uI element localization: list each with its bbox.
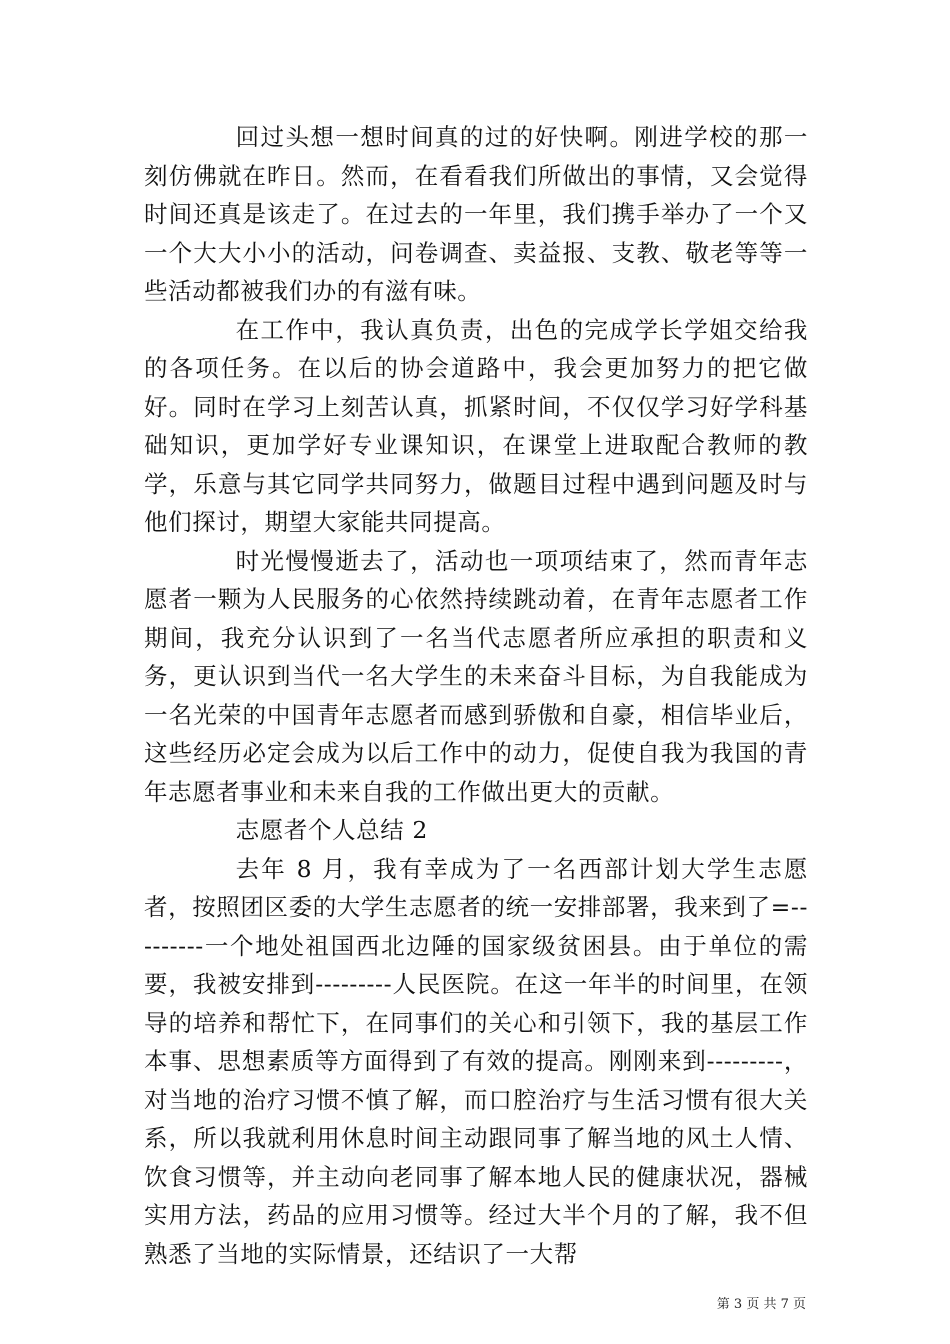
paragraph-conclusion: 时光慢慢逝去了，活动也一项项结束了，然而青年志愿者一颗为人民服务的心依然持续跳动着，在青年志愿者工作期间，我充分认识到了一名当代志愿者所应承担的职责和义务，更认识到当代一名大学生的未来奋斗目标，为自我能成为一名光荣的中国青年志愿者而感到骄傲和自豪，相信毕业后，这些经历必定会成为以后工作中的动力，促使自我为我国的青年志愿者事业和未来自我的工作做出更大的贡献。 — [144, 546, 808, 806]
page-number-footer: 第 3 页 共 7 页 — [716, 1297, 806, 1312]
section-title: 志愿者个人总结 2 — [235, 816, 428, 844]
document-body — [144, 118, 808, 1273]
paragraph-section-body: 去年 8 月，我有幸成为了一名西部计划大学生志愿者，按照团区委的大学生志愿者的统一安排部署，我来到了=---------一个地处祖国西北边陲的国家级贫困县。由于单位的需要，我被安排到---------人民医院。在这一年半的时间里，在领导的培养和帮忙下，在同事们的关心和引领下，我的基层工作本事、思想素质等方面得到了有效的提高。刚刚来到---------，对当地的治疗习惯不慎了解，而口腔治疗与生活习惯有很大关系，所以我就利用休息时间主动跟同事了解当地的风土人情、饮食习惯等，并主动向老同事了解本地人民的健康状况，器械实用方法，药品的应用习惯等。经过大半个月的了解，我不但熟悉了当地的实际情景，还结识了一大帮 — [144, 854, 808, 1268]
paragraph-work: 在工作中，我认真负责，出色的完成学长学姐交给我的各项任务。在以后的协会道路中，我会更加努力的把它做好。同时在学习上刻苦认真，抓紧时间，不仅仅学习好学科基础知识，更加学好专业课知识，在课堂上进取配合教师的教学，乐意与其它同学共同努力，做题目过程中遇到问题及时与他们探讨，期望大家能共同提高。 — [144, 315, 808, 536]
paragraph-reflection: 回过头想一想时间真的过的好快啊。刚进学校的那一刻仿佛就在昨日。然而，在看看我们所做出的事情，又会觉得时间还真是该走了。在过去的一年里，我们携手举办了一个又一个大大小小的活动，问卷调查、卖益报、支教、敬老等等一些活动都被我们办的有滋有味。 — [144, 123, 808, 305]
